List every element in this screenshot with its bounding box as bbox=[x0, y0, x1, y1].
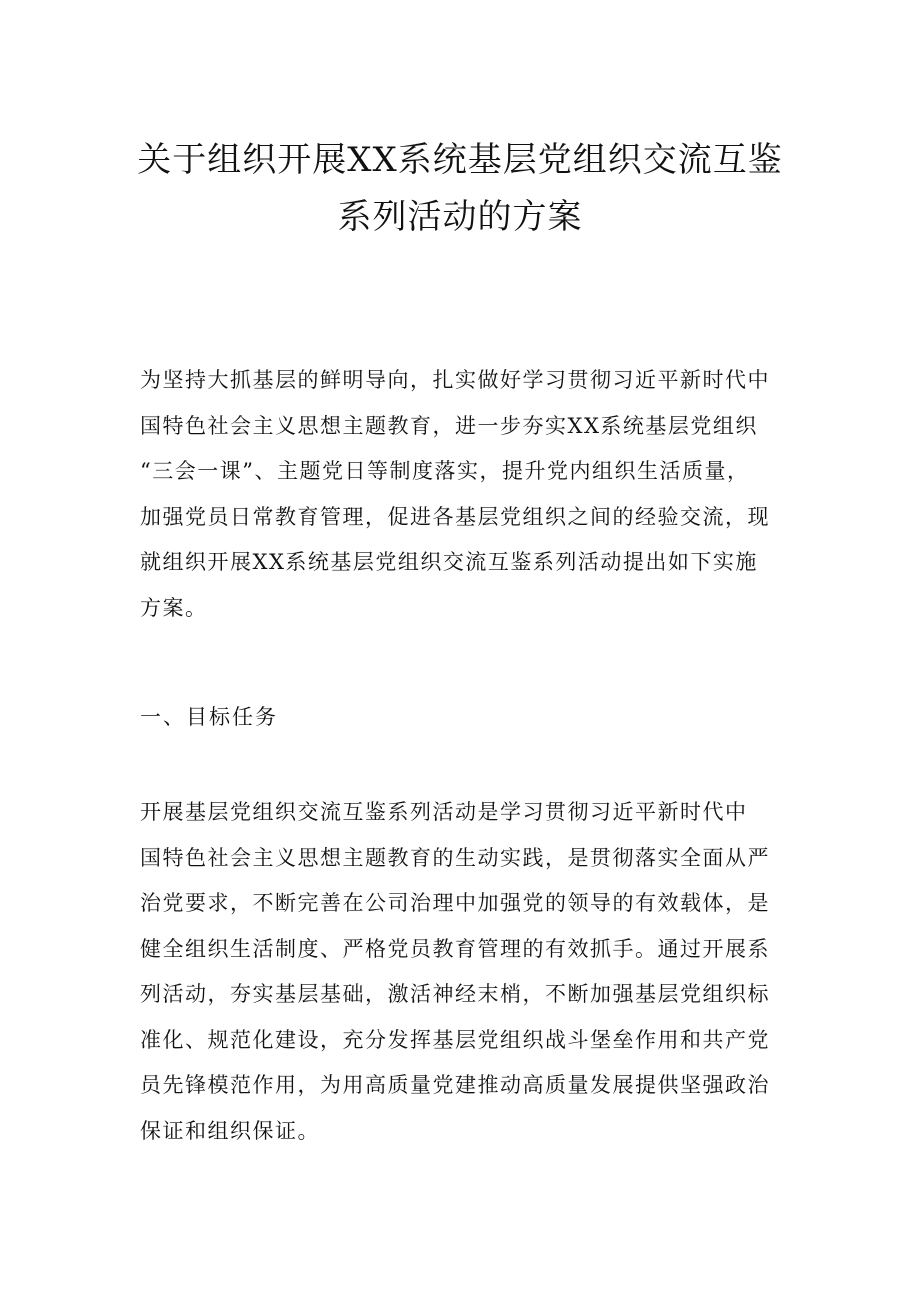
section-line: 开展基层党组织交流互鉴系列活动是学习贯彻习近平新时代中 bbox=[140, 800, 748, 824]
section-line: 国特色社会主义思想主题教育的生动实践，是贯彻落实全面从严 bbox=[140, 845, 770, 870]
section-line: 准化、规范化建设，充分发挥基层党组织战斗堡垒作用和共产党 bbox=[140, 1027, 770, 1052]
intro-line: 加强党员日常教育管理，促进各基层党组织之间的经验交流，现 bbox=[140, 504, 770, 529]
intro-line: 为坚持大抓基层的鲜明导向，扎实做好学习贯彻习近平新时代中 bbox=[140, 368, 770, 392]
intro-line: 就组织开展XX系统基层党组织交流互鉴系列活动提出如下实施 bbox=[140, 550, 758, 574]
section-line: 保证和组织保证。 bbox=[140, 1118, 320, 1143]
section-line: 员先锋模范作用，为用高质量党建推动高质量发展提供坚强政治 bbox=[140, 1073, 770, 1097]
section-paragraph bbox=[140, 790, 784, 1154]
section-heading: 一、目标任务 bbox=[140, 705, 278, 729]
section-line: 列活动，夯实基层基础，激活神经末梢，不断加强基层党组织标 bbox=[140, 982, 770, 1006]
intro-line: “三会一课”、主题党日等制度落实，提升党内组织生活质量， bbox=[140, 459, 750, 483]
title-line-1: 关于组织开展XX系统基层党组织交流互鉴 bbox=[137, 140, 783, 180]
intro-paragraph bbox=[140, 358, 784, 631]
document-title bbox=[100, 132, 820, 246]
intro-line: 国特色社会主义思想主题教育，进一步夯实XX系统基层党组织 bbox=[140, 413, 758, 438]
title-line-2: 系列活动的方案 bbox=[337, 197, 583, 237]
section-line: 健全组织生活制度、严格党员教育管理的有效抓手。通过开展系 bbox=[140, 936, 770, 961]
intro-line: 方案。 bbox=[140, 595, 208, 620]
section-line: 治党要求，不断完善在公司治理中加强党的领导的有效载体，是 bbox=[140, 891, 770, 915]
